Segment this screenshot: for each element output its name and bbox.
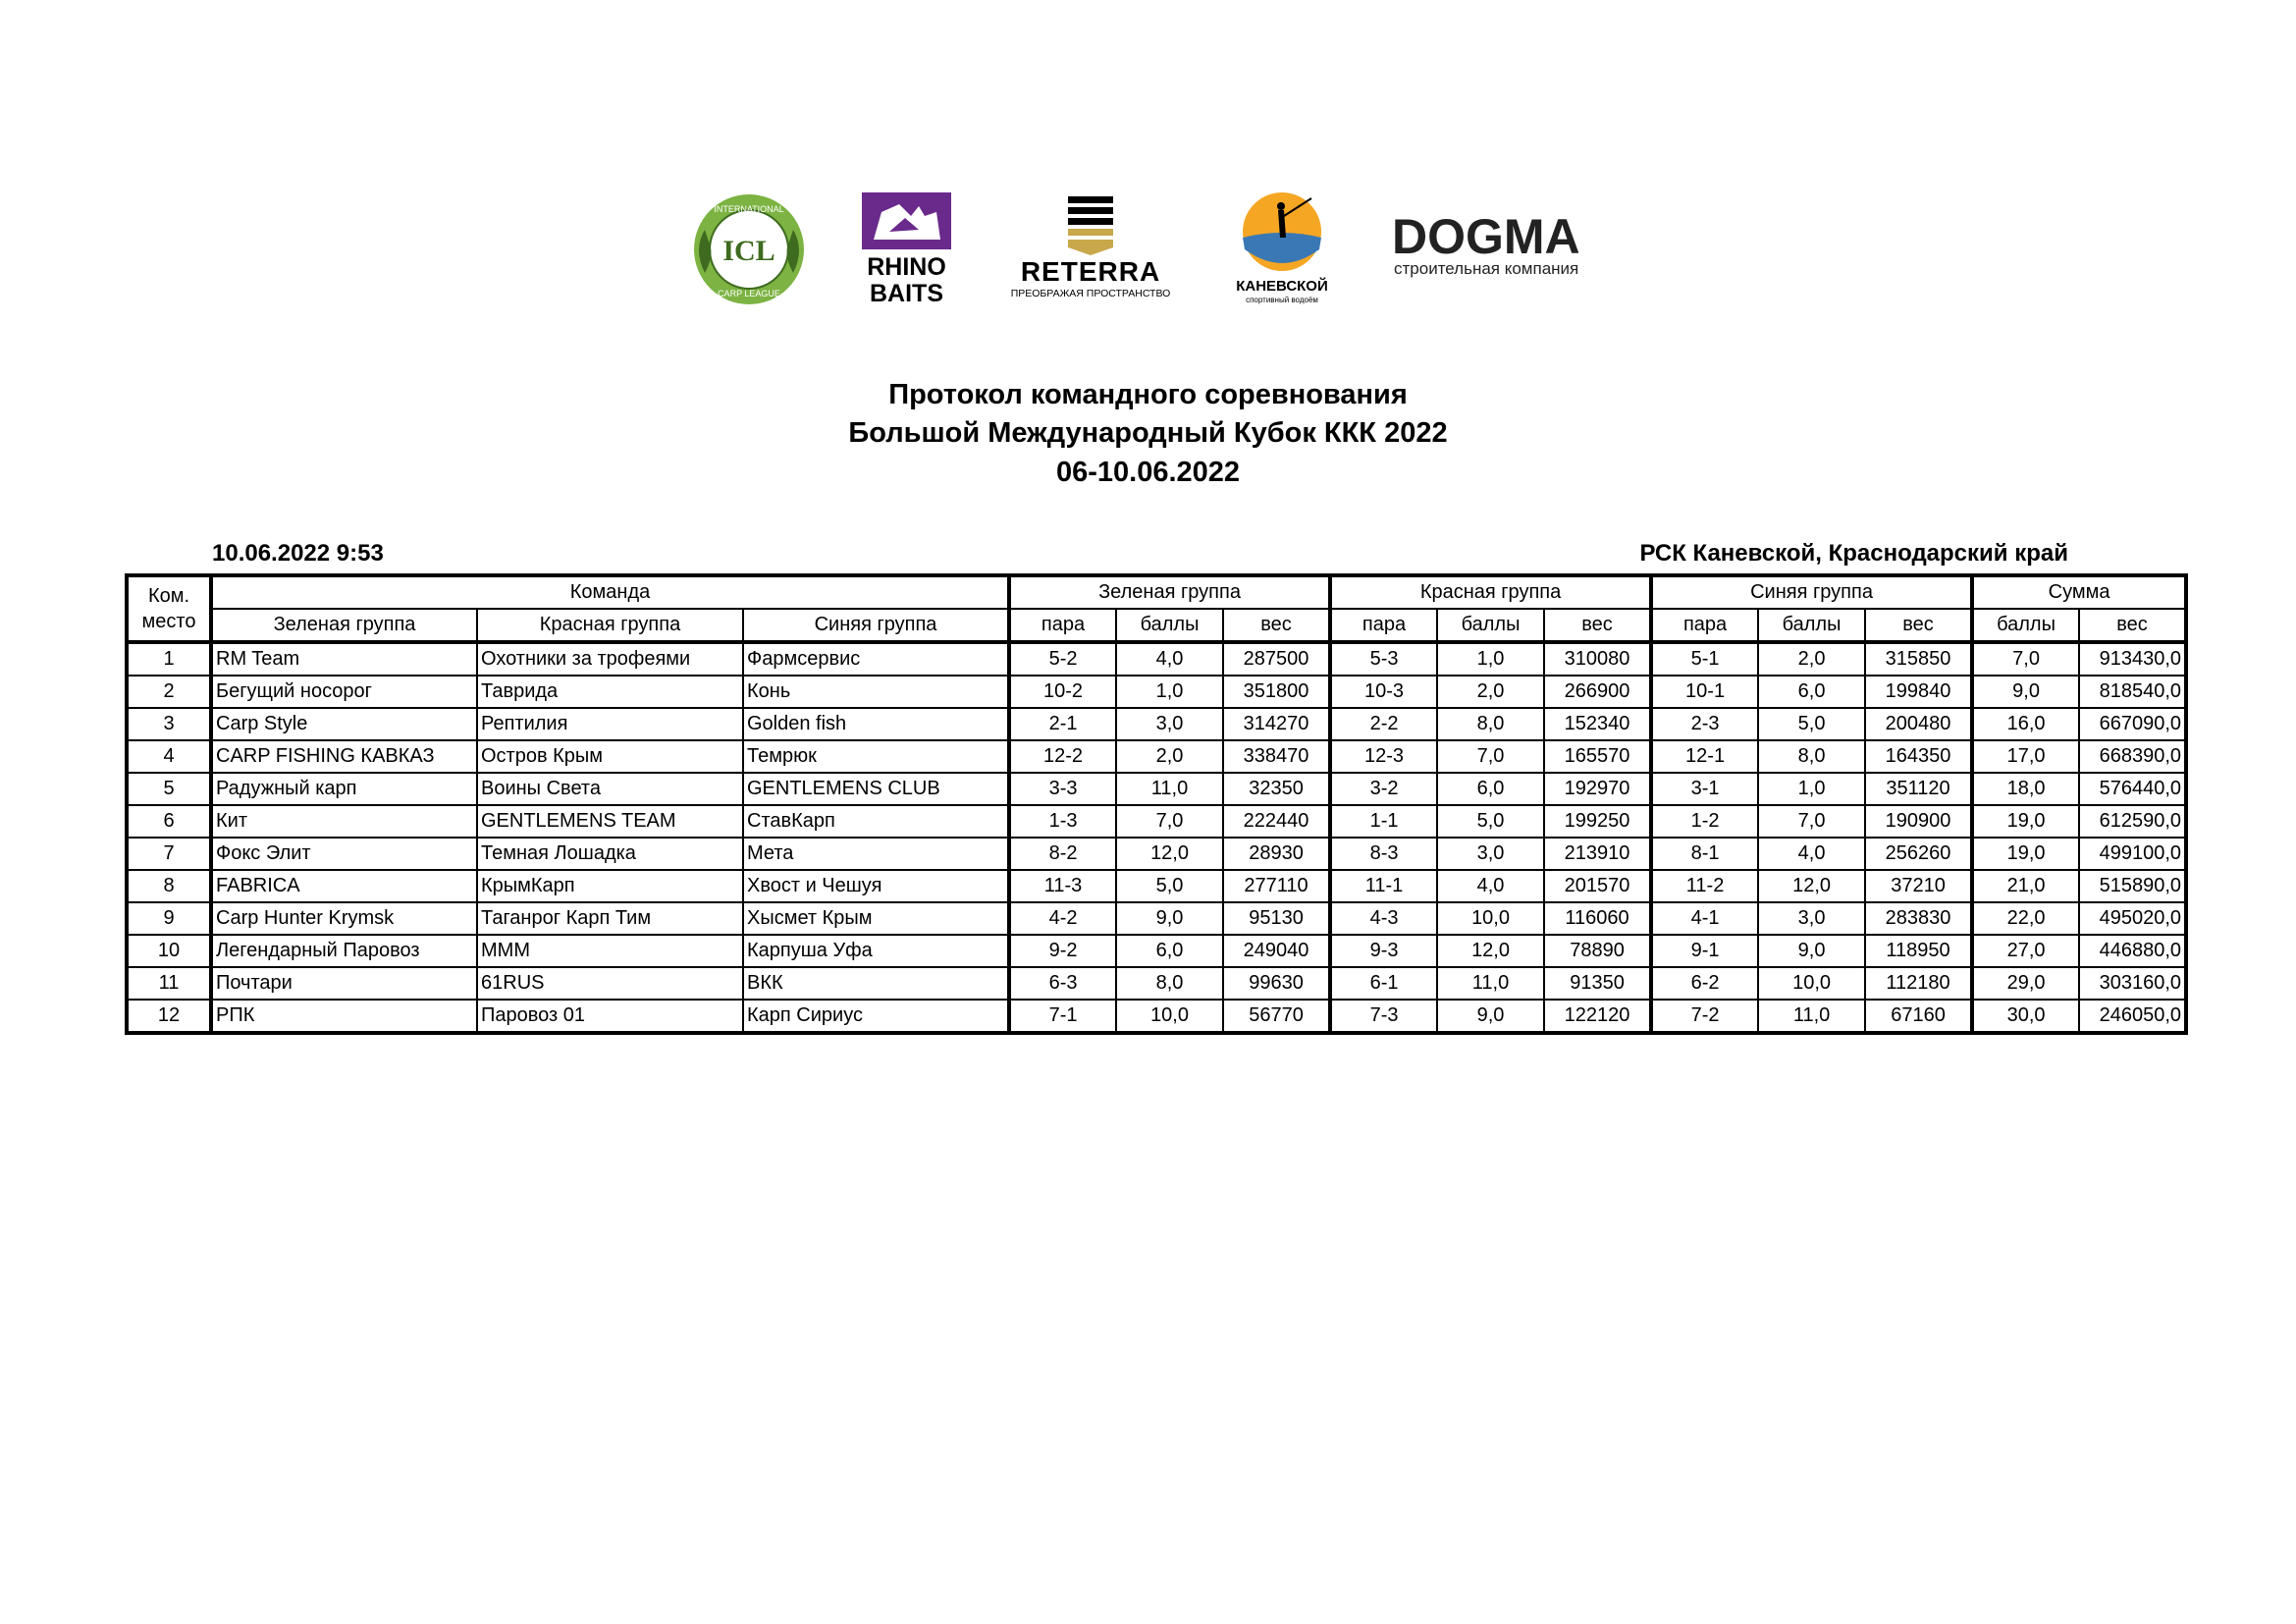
red-team-cell: Воины Света <box>477 773 743 805</box>
protocol-title: Протокол командного соревнования <box>888 379 1408 410</box>
dogma-logo <box>1392 210 1635 279</box>
red-weight-cell: 165570 <box>1544 740 1651 773</box>
table-body <box>127 642 2186 1033</box>
place-cell: 6 <box>127 805 211 838</box>
blue-points-cell: 11,0 <box>1758 1000 1865 1033</box>
red-pair-cell: 2-2 <box>1330 708 1437 740</box>
red-weight-cell: 78890 <box>1544 935 1651 967</box>
svg-text:RETERRA: RETERRA <box>1020 256 1161 287</box>
green-points-cell: 3,0 <box>1116 708 1223 740</box>
svg-text:RHINO: RHINO <box>867 253 946 281</box>
table-row <box>127 676 2186 708</box>
svg-text:CARP LEAGUE: CARP LEAGUE <box>718 289 780 298</box>
red-pair-cell: 11-1 <box>1330 870 1437 902</box>
red-weight-cell: 192970 <box>1544 773 1651 805</box>
table-row <box>127 902 2186 935</box>
blue-pair-cell: 7-2 <box>1651 1000 1758 1033</box>
blue-weight-cell: 164350 <box>1865 740 1972 773</box>
place-cell: 4 <box>127 740 211 773</box>
sum-weight-cell: 667090,0 <box>2079 708 2186 740</box>
green-points-cell: 2,0 <box>1116 740 1223 773</box>
header-red-group: Красная группа <box>1330 575 1651 609</box>
green-pair-cell: 4-2 <box>1009 902 1116 935</box>
table-row <box>127 740 2186 773</box>
blue-points-cell: 7,0 <box>1758 805 1865 838</box>
green-weight-cell: 222440 <box>1223 805 1330 838</box>
place-cell: 9 <box>127 902 211 935</box>
sum-points-cell: 18,0 <box>1972 773 2079 805</box>
blue-team-cell: Хысмет Крым <box>743 902 1009 935</box>
red-weight-cell: 116060 <box>1544 902 1651 935</box>
green-pair-cell: 6-3 <box>1009 967 1116 1000</box>
sum-weight-cell: 913430,0 <box>2079 642 2186 676</box>
green-points-cell: 12,0 <box>1116 838 1223 870</box>
blue-weight-cell: 199840 <box>1865 676 1972 708</box>
blue-points-cell: 10,0 <box>1758 967 1865 1000</box>
blue-pair-cell: 10-1 <box>1651 676 1758 708</box>
green-pair-cell: 2-1 <box>1009 708 1116 740</box>
header-red-pair: пара <box>1330 609 1437 642</box>
svg-text:DOGMA: DOGMA <box>1392 210 1580 264</box>
red-points-cell: 7,0 <box>1437 740 1544 773</box>
table-row <box>127 838 2186 870</box>
blue-pair-cell: 6-2 <box>1651 967 1758 1000</box>
sum-points-cell: 22,0 <box>1972 902 2079 935</box>
green-team-cell: Кит <box>211 805 477 838</box>
red-points-cell: 9,0 <box>1437 1000 1544 1033</box>
red-points-cell: 4,0 <box>1437 870 1544 902</box>
header-blue-weight: вес <box>1865 609 1972 642</box>
green-pair-cell: 12-2 <box>1009 740 1116 773</box>
green-points-cell: 5,0 <box>1116 870 1223 902</box>
green-weight-cell: 99630 <box>1223 967 1330 1000</box>
place-cell: 5 <box>127 773 211 805</box>
header-blue-pair: пара <box>1651 609 1758 642</box>
green-points-cell: 6,0 <box>1116 935 1223 967</box>
green-team-cell: Радужный карп <box>211 773 477 805</box>
blue-team-cell: СтавКарп <box>743 805 1009 838</box>
sum-points-cell: 7,0 <box>1972 642 2079 676</box>
red-points-cell: 11,0 <box>1437 967 1544 1000</box>
red-pair-cell: 3-2 <box>1330 773 1437 805</box>
green-pair-cell: 1-3 <box>1009 805 1116 838</box>
header-place: Ком. место <box>127 575 211 642</box>
green-weight-cell: 249040 <box>1223 935 1330 967</box>
sum-weight-cell: 495020,0 <box>2079 902 2186 935</box>
blue-weight-cell: 118950 <box>1865 935 1972 967</box>
red-team-cell: Паровоз 01 <box>477 1000 743 1033</box>
green-weight-cell: 314270 <box>1223 708 1330 740</box>
green-points-cell: 10,0 <box>1116 1000 1223 1033</box>
svg-text:ПРЕОБРАЖАЯ ПРОСТРАНСТВО: ПРЕОБРАЖАЯ ПРОСТРАНСТВО <box>1010 288 1171 299</box>
red-weight-cell: 152340 <box>1544 708 1651 740</box>
blue-team-cell: GENTLEMENS CLUB <box>743 773 1009 805</box>
table-row <box>127 708 2186 740</box>
red-weight-cell: 91350 <box>1544 967 1651 1000</box>
red-pair-cell: 7-3 <box>1330 1000 1437 1033</box>
table-row <box>127 870 2186 902</box>
red-pair-cell: 5-3 <box>1330 642 1437 676</box>
blue-pair-cell: 12-1 <box>1651 740 1758 773</box>
red-points-cell: 1,0 <box>1437 642 1544 676</box>
green-pair-cell: 11-3 <box>1009 870 1116 902</box>
red-pair-cell: 9-3 <box>1330 935 1437 967</box>
sum-weight-cell: 612590,0 <box>2079 805 2186 838</box>
table-header <box>127 575 2186 642</box>
green-team-cell: Carp Style <box>211 708 477 740</box>
green-weight-cell: 32350 <box>1223 773 1330 805</box>
header-team-red: Красная группа <box>477 609 743 642</box>
red-team-cell: 61RUS <box>477 967 743 1000</box>
svg-text:КАНЕВСКОЙ: КАНЕВСКОЙ <box>1236 278 1328 295</box>
green-weight-cell: 277110 <box>1223 870 1330 902</box>
header-green-points: баллы <box>1116 609 1223 642</box>
header-sum-points: баллы <box>1972 609 2079 642</box>
header-red-weight: вес <box>1544 609 1651 642</box>
red-team-cell: Рептилия <box>477 708 743 740</box>
sum-weight-cell: 576440,0 <box>2079 773 2186 805</box>
table-row <box>127 642 2186 676</box>
sum-weight-cell: 303160,0 <box>2079 967 2186 1000</box>
header-team: Команда <box>211 575 1009 609</box>
svg-text:BAITS: BAITS <box>870 280 943 306</box>
blue-weight-cell: 315850 <box>1865 642 1972 676</box>
place-cell: 2 <box>127 676 211 708</box>
blue-weight-cell: 351120 <box>1865 773 1972 805</box>
green-pair-cell: 5-2 <box>1009 642 1116 676</box>
blue-pair-cell: 1-2 <box>1651 805 1758 838</box>
blue-weight-cell: 37210 <box>1865 870 1972 902</box>
blue-pair-cell: 3-1 <box>1651 773 1758 805</box>
rhino-baits-logo <box>860 190 953 306</box>
red-team-cell: Темная Лошадка <box>477 838 743 870</box>
sum-weight-cell: 818540,0 <box>2079 676 2186 708</box>
green-pair-cell: 3-3 <box>1009 773 1116 805</box>
red-points-cell: 8,0 <box>1437 708 1544 740</box>
green-weight-cell: 56770 <box>1223 1000 1330 1033</box>
green-team-cell: CARP FISHING КАВКАЗ <box>211 740 477 773</box>
red-points-cell: 12,0 <box>1437 935 1544 967</box>
table-row <box>127 967 2186 1000</box>
green-team-cell: Carp Hunter Krymsk <box>211 902 477 935</box>
red-pair-cell: 8-3 <box>1330 838 1437 870</box>
blue-points-cell: 9,0 <box>1758 935 1865 967</box>
green-pair-cell: 8-2 <box>1009 838 1116 870</box>
green-points-cell: 1,0 <box>1116 676 1223 708</box>
blue-team-cell: Фармсервис <box>743 642 1009 676</box>
red-team-cell: GENTLEMENS TEAM <box>477 805 743 838</box>
blue-team-cell: Темрюк <box>743 740 1009 773</box>
green-team-cell: RM Team <box>211 642 477 676</box>
red-weight-cell: 201570 <box>1544 870 1651 902</box>
sum-points-cell: 19,0 <box>1972 838 2079 870</box>
sum-weight-cell: 499100,0 <box>2079 838 2186 870</box>
competition-dates: 06-10.06.2022 <box>1055 457 1241 488</box>
blue-weight-cell: 256260 <box>1865 838 1972 870</box>
red-team-cell: МММ <box>477 935 743 967</box>
table-row <box>127 805 2186 838</box>
reterra-logo <box>997 194 1184 302</box>
header-green-pair: пара <box>1009 609 1116 642</box>
header-green-weight: вес <box>1223 609 1330 642</box>
green-team-cell: FABRICA <box>211 870 477 902</box>
sum-weight-cell: 515890,0 <box>2079 870 2186 902</box>
red-team-cell: Охотники за трофеями <box>477 642 743 676</box>
sum-weight-cell: 446880,0 <box>2079 935 2186 967</box>
table-row <box>127 1000 2186 1033</box>
red-pair-cell: 1-1 <box>1330 805 1437 838</box>
green-team-cell: Бегущий носорог <box>211 676 477 708</box>
green-weight-cell: 28930 <box>1223 838 1330 870</box>
blue-team-cell: Хвост и Чешуя <box>743 870 1009 902</box>
red-points-cell: 6,0 <box>1437 773 1544 805</box>
red-pair-cell: 6-1 <box>1330 967 1437 1000</box>
blue-points-cell: 4,0 <box>1758 838 1865 870</box>
sum-points-cell: 17,0 <box>1972 740 2079 773</box>
svg-text:спортивный водоём: спортивный водоём <box>1246 296 1318 304</box>
green-team-cell: РПК <box>211 1000 477 1033</box>
blue-points-cell: 5,0 <box>1758 708 1865 740</box>
green-team-cell: Легендарный Паровоз <box>211 935 477 967</box>
blue-points-cell: 3,0 <box>1758 902 1865 935</box>
place-cell: 1 <box>127 642 211 676</box>
place-cell: 11 <box>127 967 211 1000</box>
sum-weight-cell: 668390,0 <box>2079 740 2186 773</box>
blue-points-cell: 12,0 <box>1758 870 1865 902</box>
blue-pair-cell: 9-1 <box>1651 935 1758 967</box>
red-weight-cell: 266900 <box>1544 676 1651 708</box>
sum-points-cell: 29,0 <box>1972 967 2079 1000</box>
red-team-cell: Таганрог Карп Тим <box>477 902 743 935</box>
blue-pair-cell: 11-2 <box>1651 870 1758 902</box>
blue-team-cell: ВКК <box>743 967 1009 1000</box>
blue-pair-cell: 2-3 <box>1651 708 1758 740</box>
sum-points-cell: 19,0 <box>1972 805 2079 838</box>
red-weight-cell: 213910 <box>1544 838 1651 870</box>
red-weight-cell: 122120 <box>1544 1000 1651 1033</box>
report-datetime: 10.06.2022 9:53 <box>212 540 384 567</box>
blue-pair-cell: 4-1 <box>1651 902 1758 935</box>
svg-text:строительная компания: строительная компания <box>1394 259 1579 278</box>
red-points-cell: 5,0 <box>1437 805 1544 838</box>
blue-points-cell: 1,0 <box>1758 773 1865 805</box>
blue-team-cell: Конь <box>743 676 1009 708</box>
blue-weight-cell: 200480 <box>1865 708 1972 740</box>
red-points-cell: 3,0 <box>1437 838 1544 870</box>
green-points-cell: 11,0 <box>1116 773 1223 805</box>
sum-points-cell: 21,0 <box>1972 870 2079 902</box>
header-sum: Сумма <box>1972 575 2186 609</box>
green-weight-cell: 338470 <box>1223 740 1330 773</box>
green-weight-cell: 351800 <box>1223 676 1330 708</box>
green-points-cell: 8,0 <box>1116 967 1223 1000</box>
blue-weight-cell: 67160 <box>1865 1000 1972 1033</box>
green-pair-cell: 9-2 <box>1009 935 1116 967</box>
kanevskoy-logo <box>1235 189 1329 308</box>
sum-points-cell: 30,0 <box>1972 1000 2079 1033</box>
svg-text:INTERNATIONAL: INTERNATIONAL <box>714 204 784 214</box>
table-row <box>127 935 2186 967</box>
green-points-cell: 7,0 <box>1116 805 1223 838</box>
blue-points-cell: 6,0 <box>1758 676 1865 708</box>
green-weight-cell: 95130 <box>1223 902 1330 935</box>
green-pair-cell: 7-1 <box>1009 1000 1116 1033</box>
sum-points-cell: 9,0 <box>1972 676 2079 708</box>
green-team-cell: Почтари <box>211 967 477 1000</box>
place-cell: 3 <box>127 708 211 740</box>
green-team-cell: Фокс Элит <box>211 838 477 870</box>
blue-points-cell: 2,0 <box>1758 642 1865 676</box>
header-team-blue: Синяя группа <box>743 609 1009 642</box>
icl-text: ICL <box>722 235 775 267</box>
green-pair-cell: 10-2 <box>1009 676 1116 708</box>
red-team-cell: Таврида <box>477 676 743 708</box>
header-team-green: Зеленая группа <box>211 609 477 642</box>
red-points-cell: 2,0 <box>1437 676 1544 708</box>
results-table <box>125 573 2188 1035</box>
place-cell: 7 <box>127 838 211 870</box>
red-team-cell: КрымКарп <box>477 870 743 902</box>
header-sum-weight: вес <box>2079 609 2186 642</box>
header-green-group: Зеленая группа <box>1009 575 1330 609</box>
green-points-cell: 9,0 <box>1116 902 1223 935</box>
red-team-cell: Остров Крым <box>477 740 743 773</box>
green-weight-cell: 287500 <box>1223 642 1330 676</box>
table-row <box>127 773 2186 805</box>
icl-logo <box>685 190 813 308</box>
blue-team-cell: Golden fish <box>743 708 1009 740</box>
blue-points-cell: 8,0 <box>1758 740 1865 773</box>
red-pair-cell: 10-3 <box>1330 676 1437 708</box>
blue-weight-cell: 190900 <box>1865 805 1972 838</box>
green-points-cell: 4,0 <box>1116 642 1223 676</box>
red-pair-cell: 4-3 <box>1330 902 1437 935</box>
red-weight-cell: 199250 <box>1544 805 1651 838</box>
sum-weight-cell: 246050,0 <box>2079 1000 2186 1033</box>
header-blue-points: баллы <box>1758 609 1865 642</box>
blue-weight-cell: 283830 <box>1865 902 1972 935</box>
header-blue-group: Синяя группа <box>1651 575 1972 609</box>
competition-title: Большой Международный Кубок ККК 2022 <box>848 417 1448 449</box>
red-weight-cell: 310080 <box>1544 642 1651 676</box>
report-location: РСК Каневской, Краснодарский край <box>1639 540 2068 567</box>
blue-team-cell: Карп Сириус <box>743 1000 1009 1033</box>
blue-team-cell: Мета <box>743 838 1009 870</box>
red-points-cell: 10,0 <box>1437 902 1544 935</box>
blue-team-cell: Карпуша Уфа <box>743 935 1009 967</box>
header-red-points: баллы <box>1437 609 1544 642</box>
sum-points-cell: 27,0 <box>1972 935 2079 967</box>
place-cell: 8 <box>127 870 211 902</box>
blue-pair-cell: 8-1 <box>1651 838 1758 870</box>
blue-pair-cell: 5-1 <box>1651 642 1758 676</box>
place-cell: 10 <box>127 935 211 967</box>
sponsor-logos <box>0 185 2296 312</box>
blue-weight-cell: 112180 <box>1865 967 1972 1000</box>
place-cell: 12 <box>127 1000 211 1033</box>
red-pair-cell: 12-3 <box>1330 740 1437 773</box>
sum-points-cell: 16,0 <box>1972 708 2079 740</box>
